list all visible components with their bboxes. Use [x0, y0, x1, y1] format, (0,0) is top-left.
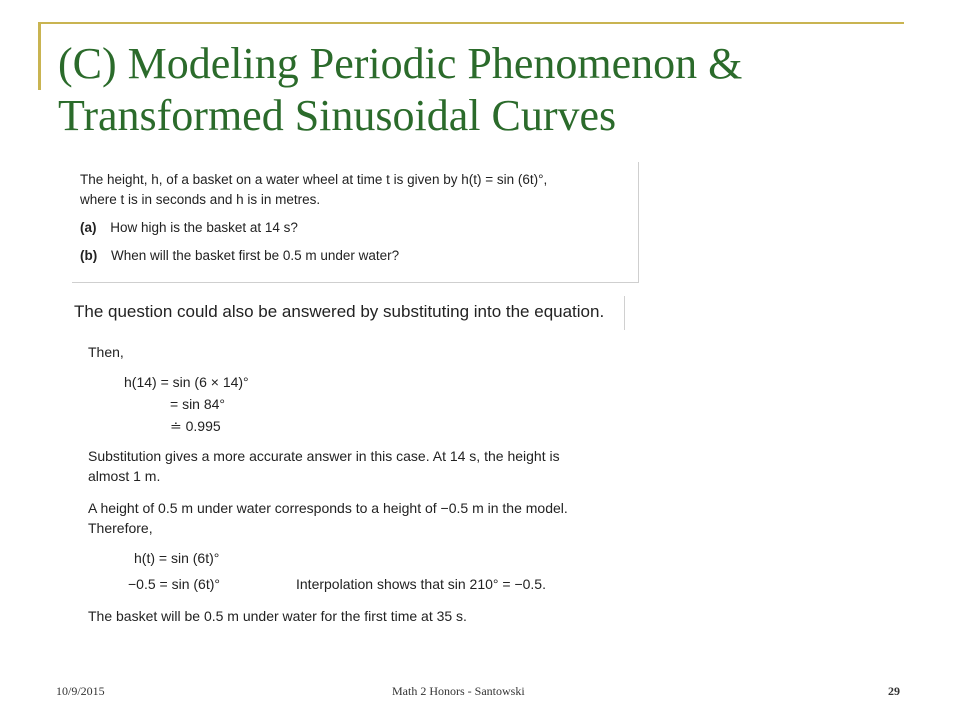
question-a [80, 220, 298, 235]
solution-substitution-2: almost 1 m. [88, 468, 161, 484]
question-b-text: When will the basket first be 0.5 m under water? [111, 248, 400, 263]
footer-page-number: 29 [888, 684, 900, 698]
question-a-text: How high is the basket at 14 s? [110, 220, 298, 235]
footer-course: Math 2 Honors - Santowski [392, 684, 525, 698]
solution-interpolation: Interpolation shows that sin 210° = −0.5. [296, 576, 546, 592]
title-line-2: Transformed Sinusoidal Curves [58, 91, 617, 140]
solution-panel [84, 336, 654, 632]
slide-border-top [40, 22, 904, 24]
solution-eq4: h(t) = sin (6t)° [134, 550, 220, 566]
question-b-label: (b) [80, 248, 98, 263]
solution-eq2: = sin 84° [170, 396, 226, 412]
problem-panel [72, 162, 639, 283]
solution-height-1: A height of 0.5 m under water corresponds to a height of −0.5 m in the model. [88, 500, 568, 516]
question-b [80, 248, 399, 263]
slide-border-left [38, 22, 41, 90]
solution-height-2: Therefore, [88, 520, 153, 536]
solution-conclusion: The basket will be 0.5 m under water for the first time at 35 s. [88, 608, 467, 624]
solution-then: Then, [88, 344, 124, 360]
note-panel [72, 296, 625, 330]
title-line-1: (C) Modeling Periodic Phenomenon & [58, 39, 743, 88]
slide-title [58, 38, 918, 142]
note-text: The question could also be answered by substituting into the equation. [74, 302, 605, 321]
solution-substitution-1: Substitution gives a more accurate answer in this case. At 14 s, the height is [88, 448, 560, 464]
problem-line-1: The height, h, of a basket on a water wheel at time t is given by h(t) = sin (6t)°, [80, 172, 548, 187]
solution-eq3: ≐ 0.995 [170, 418, 221, 434]
problem-line-2: where t is in seconds and h is in metres. [80, 192, 321, 207]
footer-date: 10/9/2015 [56, 684, 105, 698]
question-a-label: (a) [80, 220, 97, 235]
solution-eq1: h(14) = sin (6 × 14)° [124, 374, 249, 390]
solution-eq5: −0.5 = sin (6t)° [128, 576, 220, 592]
